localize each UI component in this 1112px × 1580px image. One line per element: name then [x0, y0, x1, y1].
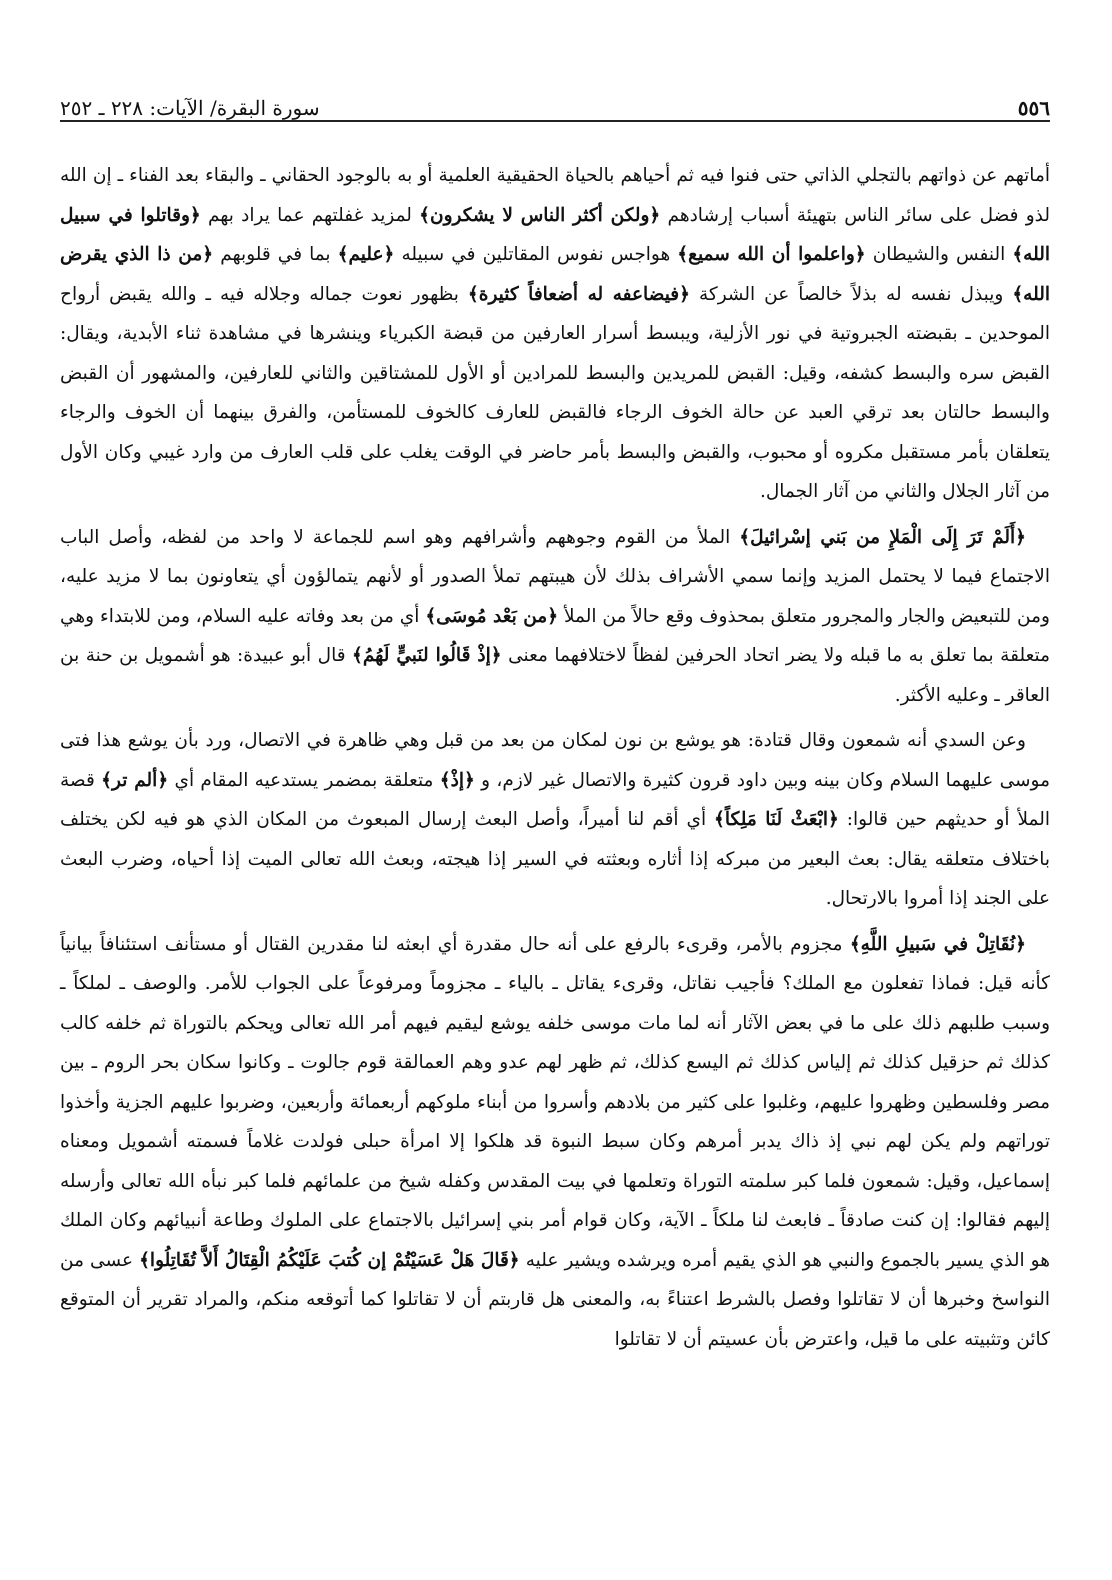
commentary-text: قصة الملأ أو حديثهم حين قالوا:: [60, 769, 1050, 830]
quran-quote: ﴿عليم﴾: [337, 244, 395, 265]
running-title: سورة البقرة/ الآيات: ٢٢٨ ـ ٢٥٢: [60, 96, 320, 120]
commentary-text: عسى من النواسخ وخبرها أن لا تقاتلوا وفصل بالشرط اعتناءً به، والمعنى هل قاربتم أن لا تقاتلوا كما أتوقعه منكم، والمراد تقرير أن المتوقع كائن وتثبيته على ما قيل، واعترض بأن عسيتم أن لا تقاتلوا: [60, 1249, 1050, 1350]
commentary-text: ويبذل نفسه له بذلاً خالصاً عن الشركة: [689, 283, 1013, 305]
commentary-text: قال أبو عبيدة: هو أشمويل بن حنة بن العاقر ـ وعليه الأكثر.: [60, 645, 1050, 706]
quran-quote: ﴿فيضاعفه له أضعافاً كثيرة﴾: [467, 283, 690, 305]
commentary-text: مجزوم بالأمر، وقرىء بالرفع على أنه حال مقدرة أي ابعثه لنا مقدرين القتال أو مستأنف استئنافاً بيانياً كأنه قيل: فماذا تفعلون مع الملك؟ فأجيب نقاتل، وقرىء يقاتل ـ بالياء ـ مجزوماً ومرفوعاً على الجواب للأمر. والوصف ـ لملكاً ـ وسبب طلبهم ذلك على ما في بعض الآثار أنه لما مات موسى خلفه يوشع ليقيم فيهم أمر الله تعالى ويحكم بالتوراة ثم خلفه كالب كذلك ثم حزقيل كذلك ثم إلياس كذلك ثم اليسع كذلك، ثم ظهر لهم عدو وهم العمالقة قوم جالوت ـ وكانوا سكان بحر الروم ـ بين مصر وفلسطين وظهروا عليهم، وغلبوا على كثير من بلادهم وأسروا من أبناء ملوكهم أربعمائة وأربعين، وضربوا عليهم الجزية وأخذوا توراتهم ولم يكن لهم نبي إذ ذاك يدبر أمرهم وكان سبط النبوة قد هلكوا إلا امرأة حبلى فولدت غلاماً فسمته أشمويل ومعناه إسماعيل، وقيل: شمعون فلما كبر سلمته التوراة وتعلمها في بيت المقدس وكفله شيخ من علمائهم فلما كبر نبأه الله تعالى وأرسله إليهم فقالوا: إن كنت صادقاً ـ فابعث لنا ملكاً ـ الآية، وكان قوام أمر بني إسرائيل بالاجتماع على الملوك وطاعة أنبيائهم وكان الملك هو الذي يسير بالجموع والنبي هو الذي يقيم أمره ويرشده ويشير عليه: [60, 933, 1050, 1271]
commentary-text: أي أقم لنا أميراً، وأصل البعث إرسال المبعوث من المكان الذي هو فيه لكن يختلف باختلاف متعلقه يقال: بعث البعير من مبركه إذا أثاره وبعثته في السير إذا هيجته، وبعث الله تعالى الميت إذا أحياه، وضرب البعث على الجند إذا أمروا بالارتحال.: [60, 809, 1050, 909]
quran-quote: ﴿واعلموا أن الله سميع﴾: [677, 244, 866, 265]
commentary-text: لمزيد غفلتهم عما يراد بهم: [200, 204, 420, 226]
quran-quote: ﴿أَلَمْ تَرَ إِلَى الْمَلإِ من بَني إسْرائيلَ﴾: [739, 526, 1026, 548]
commentary-text: هواجس نفوس المقاتلين في سبيله: [394, 244, 678, 265]
quran-quote: ﴿وقاتلوا في سبيل الله﴾: [60, 204, 1050, 265]
commentary-text: وعن السدي أنه شمعون وقال قتادة: هو يوشع بن نون لمكان من بعد من قبل وهي ظاهرة في الاتصال، ورد بأن يوشع هذا فتى موسى عليهما السلام وكان بينه وبين داود قرون كثيرة والاتصال غير لازم، و: [60, 730, 1050, 791]
quran-quote: ﴿من بَعْد مُوسَى﴾: [425, 605, 559, 627]
commentary-text: بظهور نعوت جماله وجلاله فيه ـ والله يقبض أرواح الموحدين ـ بقبضته الجبروتية في نور الأزلية، ويبسط أسرار العارفين من قبضة الكبرياء وينشرها في مشاهدة ثناء الأبدية، ويقال: القبض سره والبسط كشفه، وقيل: القبض للمريدين والبسط للمرادين أو الأول للمشتاقين والثاني للعارفين، والمشهور أن القبض والبسط حالتان بعد ترقي العبد عن حالة الخوف الرجاء فالقبض للعارف كالخوف للمستأمن، والفرق بينهما أن الخوف والرجاء يتعلقان بأمر مستقبل مكروه أو محبوب، والقبض والبسط بأمر حاضر في الوقت يغلب على قلب العارف من وارد غيبي وكان الأول من آثار الجلال والثاني من آثار الجمال.: [60, 283, 1050, 502]
page-number: ٥٥٦: [1017, 96, 1050, 120]
body-text: [60, 156, 1050, 1359]
commentary-text: الملأ من القوم وجوههم وأشرافهم وهو اسم للجماعة لا واحد من لفظه، وأصل الباب الاجتماع فيما لا يحتمل المزيد وإنما سمي الأشراف بذلك لأن هيبتهم تملأ الصدور أو لأنهم يتمالؤون أي يتعاونون بما لا مزيد عليه، ومن للتبعيض والجار والمجرور متعلق بمحذوف وقع حالاً من الملأ: [60, 526, 1050, 627]
quran-quote: ﴿ولكن أكثر الناس لا يشكرون﴾: [419, 204, 661, 226]
page-header: [60, 86, 1050, 122]
paragraph: [60, 925, 1050, 1360]
commentary-text: أي من بعد وفاته عليه السلام، ومن للابتداء وهي متعلقة بما تعلق به ما قبله ولا يضر اتحاد الحرفين لفظاً لاختلافهما معنى: [60, 605, 1050, 666]
quran-quote: ﴿من ذا الذي يقرض الله﴾: [60, 244, 1050, 305]
quran-quote: ﴿إذْ﴾: [439, 769, 475, 791]
quran-quote: ﴿ألم تر﴾: [101, 769, 169, 791]
paragraph: [60, 156, 1050, 512]
quran-quote: ﴿قَالَ هَلْ عَسَيْتُمْ إن كُتبَ عَلَيْكُمُ الْقِتَالُ أَلاَّ تُقَاتِلُوا﴾: [139, 1249, 520, 1271]
paragraph: [60, 721, 1050, 919]
quran-quote: ﴿نُقَاتِلْ في سَبيلِ اللَّهِ﴾: [849, 933, 1026, 955]
commentary-text: متعلقة بمضمر يستدعيه المقام أي: [168, 769, 440, 791]
commentary-text: أماتهم عن ذواتهم بالتجلي الذاتي حتى فنوا فيه ثم أحياهم بالحياة الحقيقية العلمية أو به بالوجود الحقاني ـ والبقاء بعد الفناء ـ إن الله لذو فضل على سائر الناس بتهيئة أسباب إرشادهم: [60, 165, 1051, 226]
commentary-text: النفس والشيطان: [865, 244, 1013, 265]
quran-quote: ﴿إذْ قَالُوا لنَبيٍّ لَهُمُ﴾: [352, 645, 502, 666]
quran-quote: ﴿ابْعَثْ لَنَا مَلِكاً﴾: [714, 809, 839, 830]
paragraph: [60, 518, 1050, 716]
commentary-text: بما في قلوبهم: [213, 244, 338, 265]
